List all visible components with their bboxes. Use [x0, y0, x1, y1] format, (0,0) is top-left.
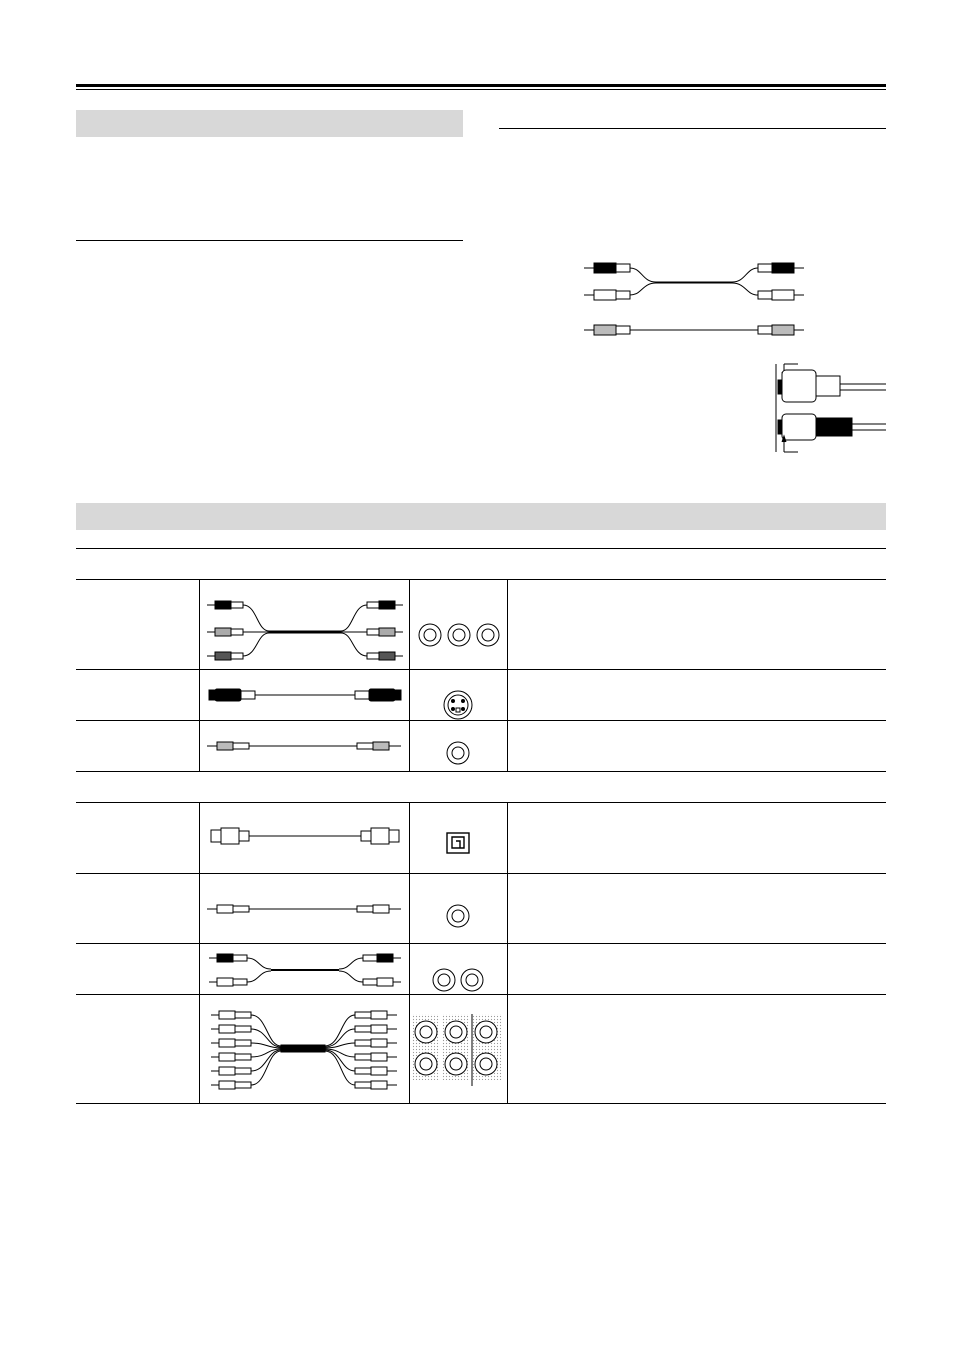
- row-divider: [76, 720, 886, 721]
- column-divider: [199, 802, 200, 1103]
- plug-insertion-icon: [770, 362, 890, 454]
- audio-group-rule: [76, 802, 886, 803]
- single-rca-jack-icon: [445, 740, 471, 766]
- row-divider: [76, 669, 886, 670]
- column-divider: [199, 579, 200, 771]
- page-header-subrule: [76, 89, 886, 90]
- column-divider: [507, 579, 508, 771]
- connection-table-heading-band: [76, 503, 886, 530]
- stereo-rca-cable-icon: [205, 950, 405, 990]
- right-subsection-rule: [499, 128, 886, 129]
- s-video-cable-icon: [205, 686, 405, 704]
- video-group-rule: [76, 579, 886, 580]
- s-video-jack-icon: [442, 689, 474, 721]
- video-group-end-rule: [76, 771, 886, 772]
- coaxial-jack-icon: [445, 903, 471, 929]
- column-divider: [409, 802, 410, 1103]
- single-rca-cable-icon: [205, 738, 405, 754]
- column-divider: [409, 579, 410, 771]
- optical-jack-icon: [446, 832, 470, 854]
- rca-cable-pair-and-single-icon: [580, 255, 810, 345]
- six-rca-jacks-icon: [412, 1012, 504, 1088]
- three-rca-jacks-icon: [416, 621, 502, 649]
- optical-cable-icon: [205, 825, 405, 847]
- coaxial-cable-icon: [205, 901, 405, 917]
- left-section-heading-band: [76, 110, 463, 137]
- page-header-rule: [76, 84, 886, 87]
- left-subsection-rule: [76, 240, 463, 241]
- row-divider: [76, 873, 886, 874]
- six-plug-rca-cable-icon: [205, 1008, 405, 1094]
- column-divider: [507, 802, 508, 1103]
- table-top-rule: [76, 548, 886, 549]
- row-divider: [76, 994, 886, 995]
- three-plug-rca-cable-icon: [205, 596, 405, 662]
- stereo-rca-jacks-icon: [430, 966, 488, 994]
- table-bottom-rule: [76, 1103, 886, 1104]
- row-divider: [76, 943, 886, 944]
